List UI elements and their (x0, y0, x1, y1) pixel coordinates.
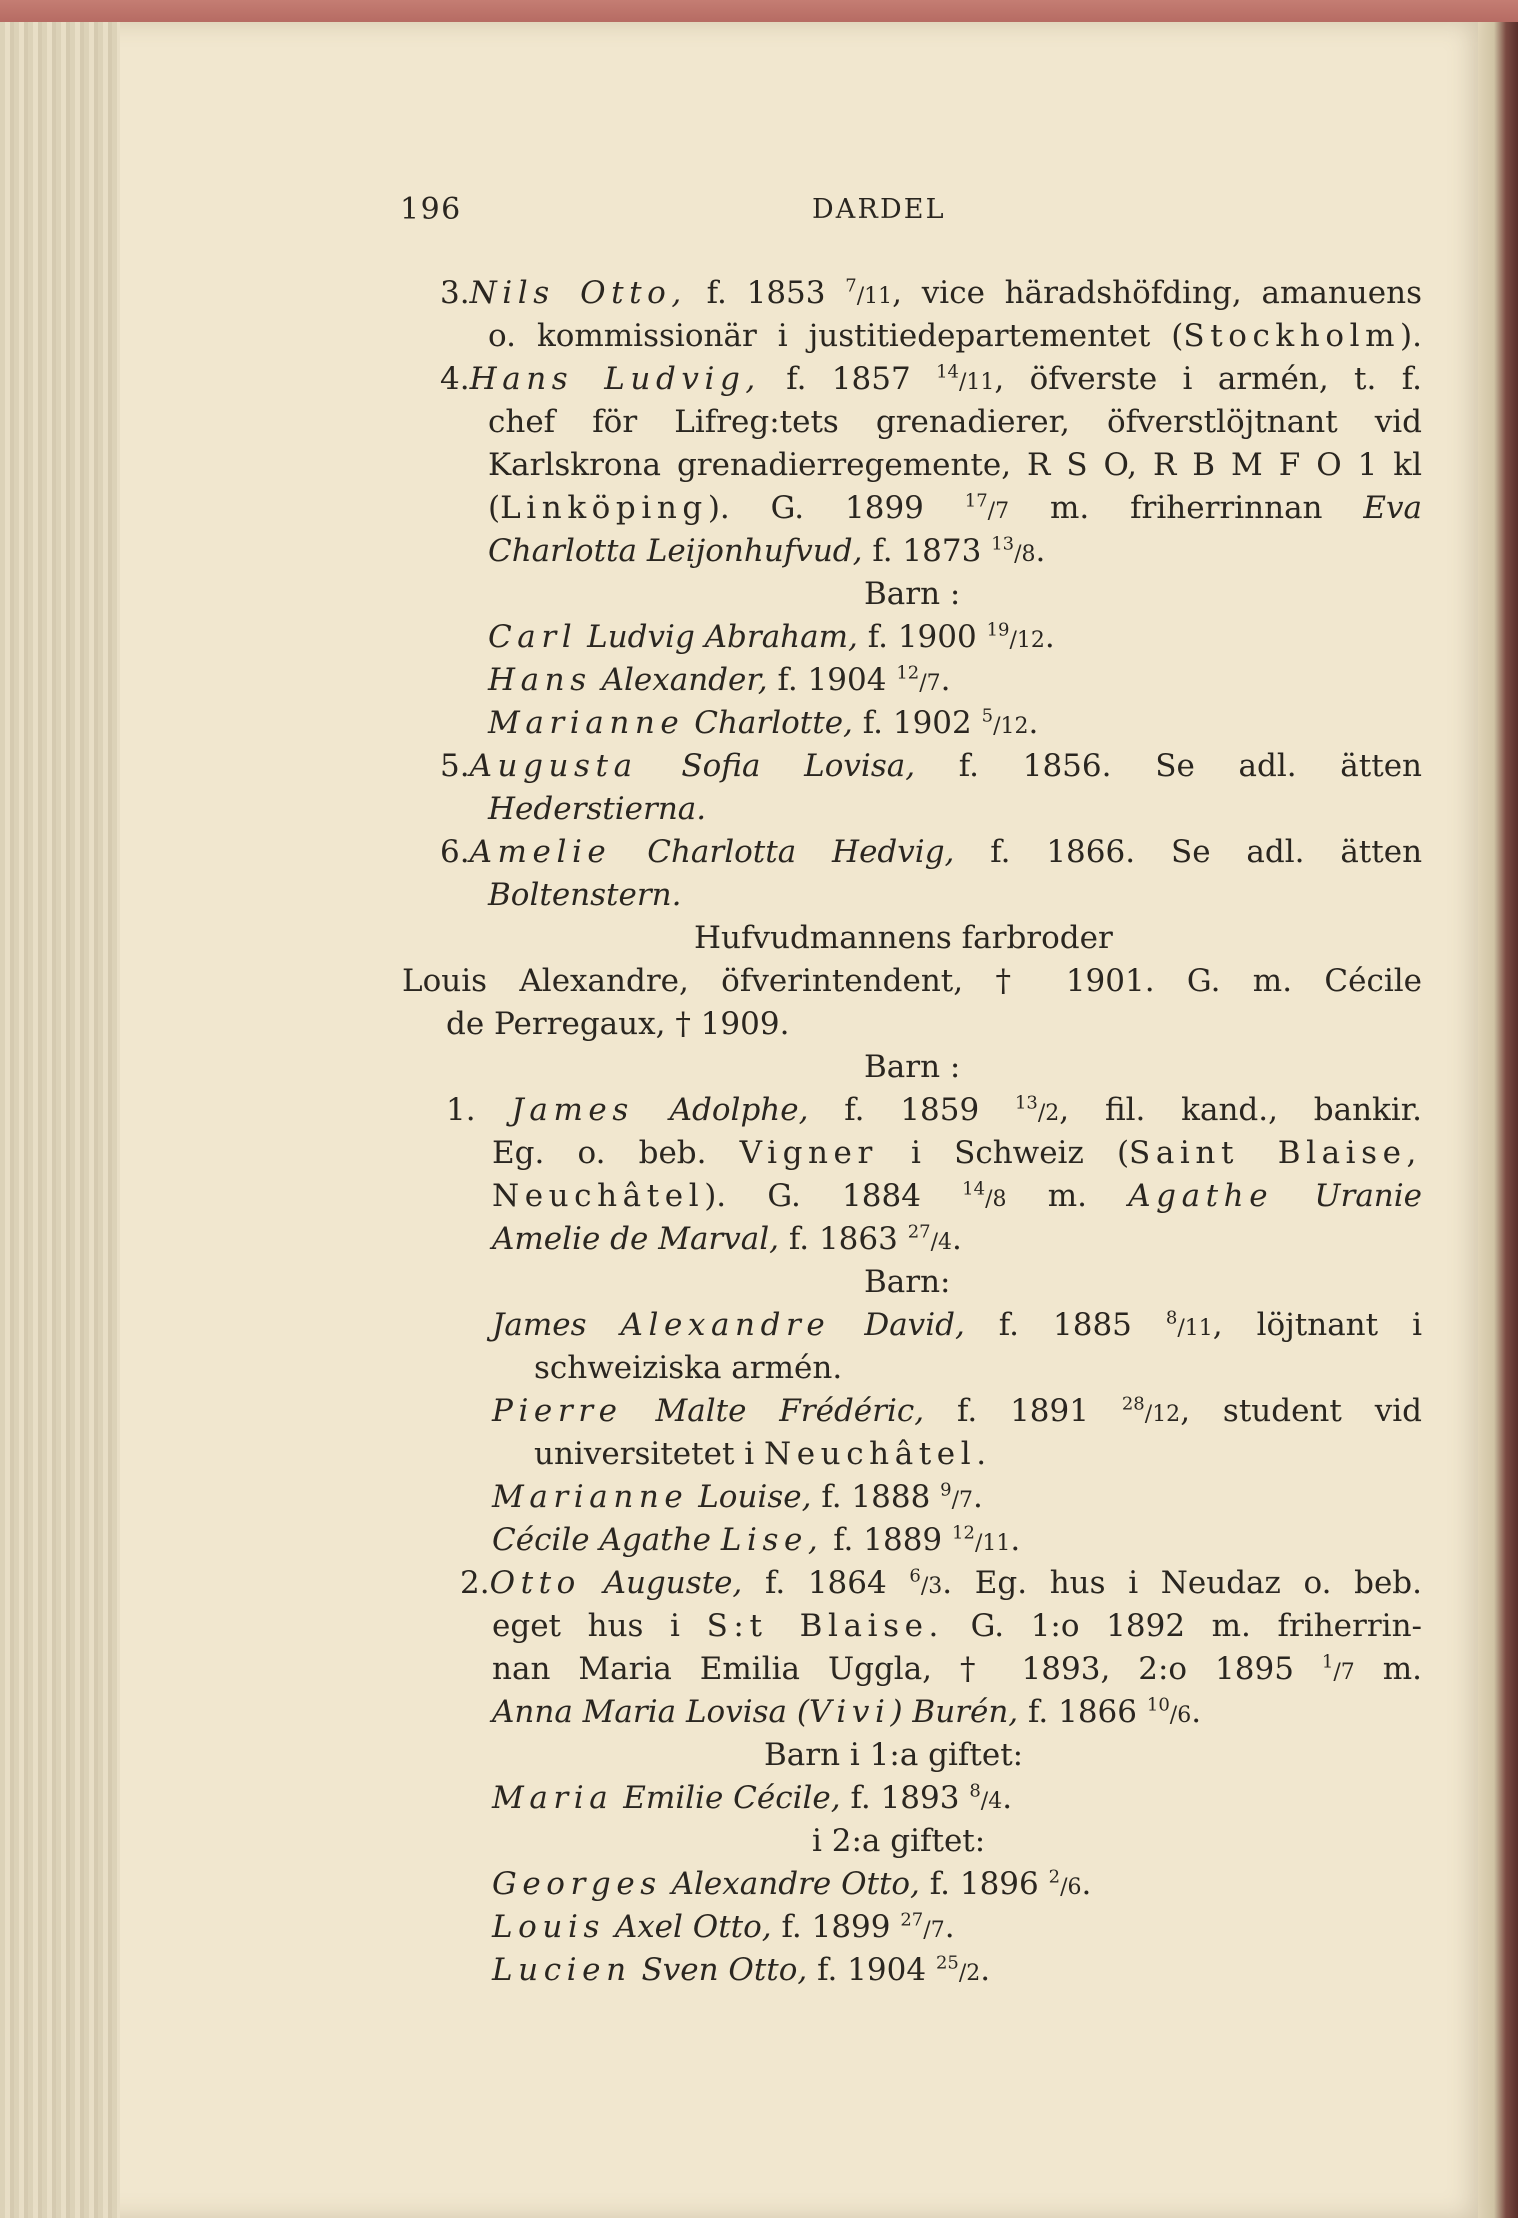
person-name: Otto (489, 1565, 581, 1601)
child-first-name: Hans (488, 662, 592, 698)
entry-text: Eg. o. beb. (492, 1135, 707, 1171)
barn-heading: i 2:a giftet: (812, 1823, 986, 1859)
child-entry: Carl Ludvig Abraham, f. 1900 $^{19}$/12. (488, 619, 1055, 655)
date-day: 9 (940, 1479, 952, 1501)
child-name: David, (864, 1307, 965, 1343)
entry-text: m. friherrinnan (1009, 490, 1323, 526)
date-month: 12 (1000, 714, 1029, 739)
date-month: 12 (1016, 628, 1045, 653)
birth-year: f. 1899 (781, 1909, 891, 1945)
book-right-edge (1478, 22, 1518, 2218)
person-name: Augusta (469, 748, 638, 784)
date-day: 10 (1146, 1694, 1170, 1716)
child-entry: Marianne Charlotte, f. 1902 $^5$/12. (488, 705, 1039, 741)
barn-heading: Barn: (864, 1264, 951, 1300)
date-month: 4 (988, 1789, 1003, 1814)
james-line-2 (492, 1133, 1422, 1173)
spouse-name: Uranie (1314, 1178, 1423, 1214)
child-first-name: James (492, 1307, 587, 1343)
child-name: Alexandre Otto, (671, 1866, 920, 1902)
spouse-name: Eva (1363, 490, 1423, 526)
date-day: 8 (969, 1780, 981, 1802)
entry-text: , öfverste i armén, t. f. (994, 361, 1422, 397)
child-name: Agathe (599, 1522, 711, 1558)
date-day: 2 (1048, 1866, 1061, 1888)
entry-text: universitetet i (534, 1436, 755, 1472)
entry-number: 6. (440, 834, 470, 870)
child-first-name: Georges (492, 1866, 662, 1902)
date-month: 2 (1045, 1101, 1060, 1126)
entry-number: 4. (440, 361, 470, 397)
date-month: 6 (1177, 1703, 1192, 1728)
date-day: 13 (1014, 1092, 1038, 1114)
child-name: Ludvig Abraham, (587, 619, 858, 655)
cross-reference: Se adl. ätten (1155, 748, 1423, 784)
child-entry: Pierre Malte Frédéric, f. 1891 $^{28}$/12, student vid (492, 1393, 1423, 1429)
date-day: 25 (935, 1952, 959, 1974)
otto-line-3: nan Maria Emilia Uggla, † 1893, 2:o 1895 $^1$/7 m. (492, 1651, 1423, 1687)
date-month: 8 (1021, 542, 1036, 567)
james-line-1: 1. James Adolphe, f. 1859 $^{13}$/2, fil. kand., bankir. (446, 1092, 1423, 1128)
birth-year: f. 1866. (990, 834, 1136, 870)
person-name: Sofia Lovisa, (681, 748, 916, 784)
entry-3-line-1: 3.Nils Otto, f. 1853 $^7$/11, vice häradshöfding, amanuens (440, 275, 1422, 311)
date-month: 4 (938, 1230, 953, 1255)
date-month: 7 (1340, 1660, 1355, 1685)
child-first-name: Carl (488, 619, 578, 655)
spouse-name: Agathe (1128, 1178, 1274, 1214)
birth-year: f. 1866 (1028, 1694, 1138, 1730)
child-first-name: Pierre (492, 1393, 623, 1429)
barn-heading: Barn : (864, 576, 961, 612)
birth-year: f. 1853 (706, 275, 826, 311)
child-name: Louise, (698, 1479, 812, 1515)
entry-5-line-1 (440, 746, 1422, 786)
date-month: 6 (1067, 1875, 1082, 1900)
spouse-name: ) Burén, (890, 1694, 1019, 1730)
child-name: Lise, (720, 1522, 824, 1558)
spouse-name: Charlotta Leijonhufvud, (488, 533, 863, 569)
birth-year: f. 1888 (821, 1479, 931, 1515)
birth-year: f. 1857 (786, 361, 911, 397)
date-day: 6 (909, 1565, 921, 1587)
date-day: 14 (936, 361, 959, 383)
child-entry: Louis Axel Otto, f. 1899 $^{27}$/7. (492, 1909, 955, 1945)
entry-text: , löjtnant i (1212, 1307, 1422, 1343)
child-entry: Georges Alexandre Otto, f. 1896 $^2$/6. (492, 1866, 1092, 1902)
child-first-name: Marianne (492, 1479, 689, 1515)
entry-text: . Eg. hus i Neudaz o. beb. (942, 1565, 1423, 1601)
child-first-name: Maria (492, 1780, 614, 1816)
child-entry: Cécile Agathe Lise, f. 1889 $^{12}$/11. (492, 1522, 1021, 1558)
entry-text: nan Maria Emilia Uggla, † 1893, 2:o 1895 (492, 1651, 1294, 1687)
date-day: 28 (1121, 1393, 1145, 1415)
spouse-name: Amelie de Marval, (492, 1221, 780, 1257)
family-name: Hederstierna. (488, 791, 707, 827)
place-name: Vigner (739, 1135, 878, 1171)
place-name: Neuchâtel (492, 1178, 705, 1214)
person-name: Adolphe, (669, 1092, 809, 1128)
entry-number: 1. (446, 1092, 476, 1128)
entry-4-line-1: 4.Hans Ludvig, f. 1857 $^{14}$/11, öfverste i armén, t. f. (440, 361, 1422, 397)
james-line-4: Amelie de Marval, f. 1863 $^{27}$/4. (492, 1221, 962, 1257)
entry-6-line-1 (440, 832, 1422, 872)
otto-line-4: Anna Maria Lovisa (Vivi) Burén, f. 1866 $^{10}$/6. (492, 1694, 1202, 1730)
spouse-name: Anna Maria Lovisa ( (492, 1694, 809, 1730)
person-name: James (511, 1092, 634, 1128)
entry-text: , fil. kand., bankir. (1059, 1092, 1423, 1128)
date-day: 12 (952, 1522, 975, 1544)
person-name: Hans Ludvig, (469, 361, 761, 397)
date-day: 17 (964, 490, 988, 512)
birth-year: f. 1863 (788, 1221, 898, 1257)
child-first-name: Marianne (488, 705, 685, 741)
birth-year: f. 1859 (844, 1092, 980, 1128)
birth-year: f. 1889 (833, 1522, 943, 1558)
entry-text: , vice häradshöfding, amanuens (892, 275, 1422, 311)
spouse-nickname: Vivi (808, 1694, 891, 1730)
place-name: Saint Blaise, (1129, 1135, 1422, 1171)
child-entry: James Alexandre David, f. 1885 $^8$/11, löjtnant i (492, 1307, 1422, 1343)
date-month: 7 (930, 1918, 945, 1943)
entry-text: i Schweiz ( (911, 1135, 1130, 1171)
uncle-line-2: de Perregaux, † 1909. (446, 1006, 790, 1042)
entry-4-line-3: Karlskrona grenadierregemente, R S O, R B M F O 1 kl (488, 447, 1422, 483)
place-name: Linköping (500, 490, 708, 526)
birth-year: f. 1896 (929, 1866, 1039, 1902)
person-name: Charlotta Hedvig, (647, 834, 955, 870)
entry-text: ). G. 1884 (704, 1178, 921, 1214)
date-day: 27 (907, 1221, 931, 1243)
date-month: 12 (1152, 1402, 1181, 1427)
birth-year: f. 1904 (777, 662, 887, 698)
entry-3-line-2 (488, 316, 1422, 356)
date-month: 3 (928, 1574, 943, 1599)
place-name: Neuchâtel. (764, 1436, 992, 1472)
child-name: Emilie Cécile, (623, 1780, 841, 1816)
birth-year: f. 1904 (817, 1952, 927, 1988)
birth-year: f. 1885 (998, 1307, 1132, 1343)
entry-text: m. (1354, 1651, 1423, 1687)
child-name: Alexander, (601, 662, 768, 698)
date-month: 8 (992, 1187, 1007, 1212)
entry-text: o. kommissionär i justitiedepartementet ( (488, 318, 1184, 354)
barn-heading: Barn : (864, 1049, 961, 1085)
birth-year: f. 1893 (850, 1780, 960, 1816)
birth-year: f. 1891 (956, 1393, 1089, 1429)
entry-text: , student vid (1180, 1393, 1423, 1429)
date-day: 13 (991, 533, 1015, 555)
person-name: Amelie (469, 834, 612, 870)
running-head: DARDEL (812, 194, 946, 225)
entry-text: ). (1400, 318, 1422, 354)
child-entry: Lucien Sven Otto, f. 1904 $^{25}$/2. (492, 1952, 991, 1988)
section-heading: Hufvudmannens farbroder (694, 920, 1113, 956)
barn-heading: Barn i 1:a giftet: (764, 1737, 1024, 1773)
page-number: 196 (400, 192, 462, 227)
entry-text: m. (1006, 1178, 1087, 1214)
date-month: 11 (966, 370, 995, 395)
date-day: 14 (962, 1178, 986, 1200)
child-entry-continued: schweiziska armén. (534, 1350, 843, 1386)
date-month: 11 (982, 1531, 1011, 1556)
child-entry: Marianne Louise, f. 1888 $^9$/7. (492, 1479, 983, 1515)
entry-number: 3. (440, 275, 470, 311)
date-day: 19 (986, 619, 1010, 641)
child-entry-continued (534, 1434, 992, 1474)
date-month: 7 (926, 671, 941, 696)
child-first-name: Cécile (492, 1522, 590, 1558)
birth-year: f. 1900 (867, 619, 977, 655)
child-name: Sven Otto, (641, 1952, 808, 1988)
book-gutter (0, 22, 120, 2218)
date-month: 7 (995, 499, 1010, 524)
entry-4-line-2: chef för Lifreg:tets grenadierer, öfverstlöjtnant vid (488, 404, 1422, 440)
birth-year: f. 1864 (764, 1565, 887, 1601)
child-name: Alexandre (620, 1307, 831, 1343)
date-month: 7 (959, 1488, 974, 1513)
person-name: Auguste, (603, 1565, 743, 1601)
otto-line-1: 2.Otto Auguste, f. 1864 $^6$/3. Eg. hus i Neudaz o. beb. (460, 1565, 1423, 1601)
birth-year: f. 1902 (862, 705, 972, 741)
entry-4-line-4: (Linköping). G. 1899 $^{17}$/7 m. friherrinnan Eva (488, 490, 1423, 526)
entry-number: 2. (460, 1565, 490, 1601)
date-day: 8 (1165, 1307, 1178, 1329)
person-name: Nils Otto, (469, 275, 687, 311)
child-name: Axel Otto, (614, 1909, 772, 1945)
family-name: Boltenstern. (488, 877, 682, 913)
entry-text: ). G. 1899 (707, 490, 924, 526)
date-day: 27 (900, 1909, 924, 1931)
child-first-name: Lucien (492, 1952, 632, 1988)
date-month: 11 (864, 284, 893, 309)
birth-year: f. 1873 (872, 533, 982, 569)
entry-number: 5. (440, 748, 470, 784)
place-name: S:t Blaise. (706, 1608, 944, 1644)
date-day: 1 (1321, 1651, 1334, 1673)
date-month: 11 (1184, 1316, 1213, 1341)
cross-reference: Se adl. ätten (1170, 834, 1423, 870)
uncle-line-1: Louis Alexandre, öfverintendent, † 1901. G. m. Cécile (402, 963, 1422, 999)
otto-line-2 (492, 1606, 1422, 1646)
child-entry: Maria Emilie Cécile, f. 1893 $^8$/4. (492, 1780, 1013, 1816)
place-name: Stockholm (1183, 318, 1401, 354)
birth-year: f. 1856. (958, 748, 1112, 784)
entry-4-line-5: Charlotta Leijonhufvud, f. 1873 $^{13}$/8. (488, 533, 1046, 569)
child-entry: Hans Alexander, f. 1904 $^{12}$/7. (488, 662, 951, 698)
date-day: 5 (981, 705, 994, 727)
date-month: 2 (966, 1961, 981, 1986)
date-day: 7 (845, 275, 857, 297)
child-first-name: Louis (492, 1909, 605, 1945)
entry-text: G. 1:o 1892 m. friherrin- (970, 1608, 1423, 1644)
james-line-3: Neuchâtel). G. 1884 $^{14}$/8 m. Agathe Uranie (492, 1178, 1423, 1214)
child-name: Malte Frédéric, (655, 1393, 925, 1429)
entry-text: eget hus i (492, 1608, 680, 1644)
date-day: 12 (896, 662, 920, 684)
child-name: Charlotte, (694, 705, 853, 741)
